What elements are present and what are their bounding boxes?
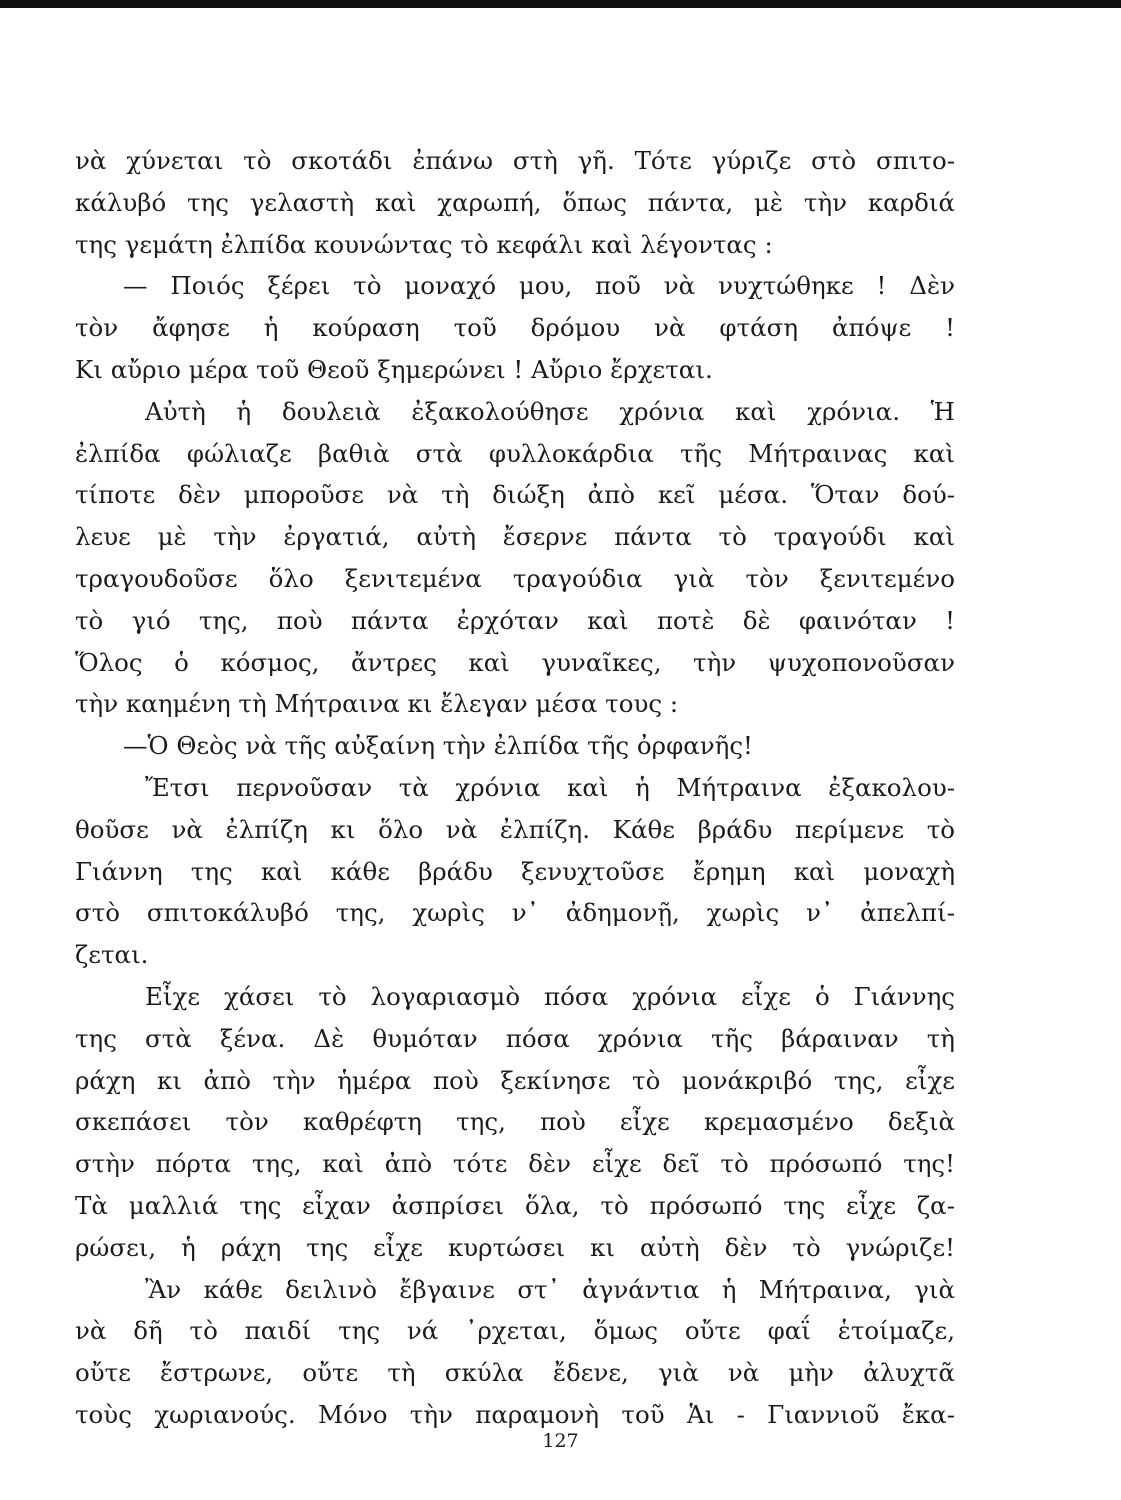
- text-line: νὰ δῆ τὸ παιδί της νά ᾽ρχεται, ὅμως οὔτε φαΐ ἑτοίμαζε,: [75, 1316, 955, 1346]
- text-line: τίποτε δὲν μποροῦσε νὰ τὴ διώξη ἀπὸ κεῖ μέσα. Ὅταν δού-: [75, 480, 955, 510]
- text-line: ζεται.: [75, 940, 149, 970]
- text-line: Ὅλος ὁ κόσμος, ἄντρες καὶ γυναῖκες, τὴν ψυχοπονοῦσαν: [75, 647, 955, 677]
- text-line: Ἂν κάθε δειλινὸ ἔβγαινε στ᾽ ἀγνάντια ἡ Μήτραινα, γιὰ: [145, 1274, 955, 1304]
- text-line: Γιάννη της καὶ κάθε βράδυ ξενυχτοῦσε ἔρημη καὶ μοναχὴ: [75, 856, 955, 886]
- text-line: ρώσει, ἡ ράχη της εἶχε κυρτώσει κι αὐτὴ δὲν τὸ γνώριζε!: [75, 1232, 955, 1262]
- text-line: Κι αὔριο μέρα τοῦ Θεοῦ ξημερώνει ! Αὔριο ἔρχεται.: [75, 354, 713, 384]
- text-line: —Ὁ Θεὸς νὰ τῆς αὐξαίνη τὴν ἐλπίδα τῆς ὀρφανῆς!: [123, 731, 753, 761]
- text-line: οὔτε ἔστρωνε, οὔτε τὴ σκύλα ἔδενε, γιὰ νὰ μὴν ἀλυχτᾶ: [75, 1358, 955, 1388]
- text-line: νὰ χύνεται τὸ σκοτάδι ἐπάνω στὴ γῆ. Τότε γύριζε στὸ σπιτο-: [75, 146, 955, 175]
- text-line: τὸ γιό της, ποὺ πάντα ἐρχόταν καὶ ποτὲ δὲ φαινόταν !: [75, 605, 955, 635]
- page-number: 127: [542, 1430, 579, 1452]
- text-line: της γεμάτη ἐλπίδα κουνώντας τὸ κεφάλι καὶ λέγοντας :: [75, 229, 773, 259]
- text-line: στὸ σπιτοκάλυβό της, χωρὶς ν᾽ ἀδημονῇ, χωρὶς ν᾽ ἀπελπί-: [75, 898, 955, 928]
- text-line: Εἶχε χάσει τὸ λογαριασμὸ πόσα χρόνια εἶχε ὁ Γιάννης: [145, 981, 955, 1011]
- text-line: λευε μὲ τὴν ἐργατιά, αὐτὴ ἔσερνε πάντα τὸ τραγούδι καὶ: [75, 522, 955, 552]
- text-line: Τὰ μαλλιά της εἶχαν ἀσπρίσει ὅλα, τὸ πρόσωπό της εἶχε ζα-: [75, 1190, 955, 1220]
- text-line: τοὺς χωριανούς. Μόνο τὴν παραμονὴ τοῦ Ἁι - Γιαννιοῦ ἔκα-: [75, 1399, 955, 1429]
- text-line: Ἔτσι περνοῦσαν τὰ χρόνια καὶ ἡ Μήτραινα ἐξακολου-: [145, 772, 955, 802]
- text-line: τὴν καημένη τὴ Μήτραινα κι ἔλεγαν μέσα τους :: [75, 689, 679, 719]
- text-line: τραγουδοῦσε ὅλο ξενιτεμένα τραγούδια γιὰ τὸν ξενιτεμένο: [75, 563, 955, 593]
- page-body: [75, 140, 955, 1436]
- scan-border: [0, 0, 1121, 8]
- text-line: τὸν ἄφησε ἡ κούραση τοῦ δρόμου νὰ φτάση ἀπόψε !: [75, 313, 955, 343]
- text-line: σκεπάσει τὸν καθρέφτη της, ποὺ εἶχε κρεμασμένο δεξιὰ: [75, 1107, 955, 1137]
- text-line: ἐλπίδα φώλιαζε βαθιὰ στὰ φυλλοκάρδια τῆς Μήτραινας καὶ: [75, 438, 955, 468]
- text-line: στὴν πόρτα της, καὶ ἀπὸ τότε δὲν εἶχε δεῖ τὸ πρόσωπό της!: [75, 1149, 955, 1179]
- text-line: Αὐτὴ ἡ δουλειὰ ἐξακολούθησε χρόνια καὶ χρόνια. Ἡ: [145, 396, 955, 426]
- text-line: — Ποιός ξέρει τὸ μοναχό μου, ποῦ νὰ νυχτώθηκε ! Δὲν: [123, 271, 955, 301]
- text-line: κάλυβό της γελαστὴ καὶ χαρωπή, ὅπως πάντα, μὲ τὴν καρδιά: [75, 187, 955, 217]
- text-line: θοῦσε νὰ ἐλπίζη κι ὅλο νὰ ἐλπίζη. Κάθε βράδυ περίμενε τὸ: [75, 814, 955, 844]
- text-line: ράχη κι ἀπὸ τὴν ἡμέρα ποὺ ξεκίνησε τὸ μονάκριβό της, εἶχε: [75, 1065, 955, 1095]
- text-line: της στὰ ξένα. Δὲ θυμόταν πόσα χρόνια τῆς βάραιναν τὴ: [75, 1023, 955, 1053]
